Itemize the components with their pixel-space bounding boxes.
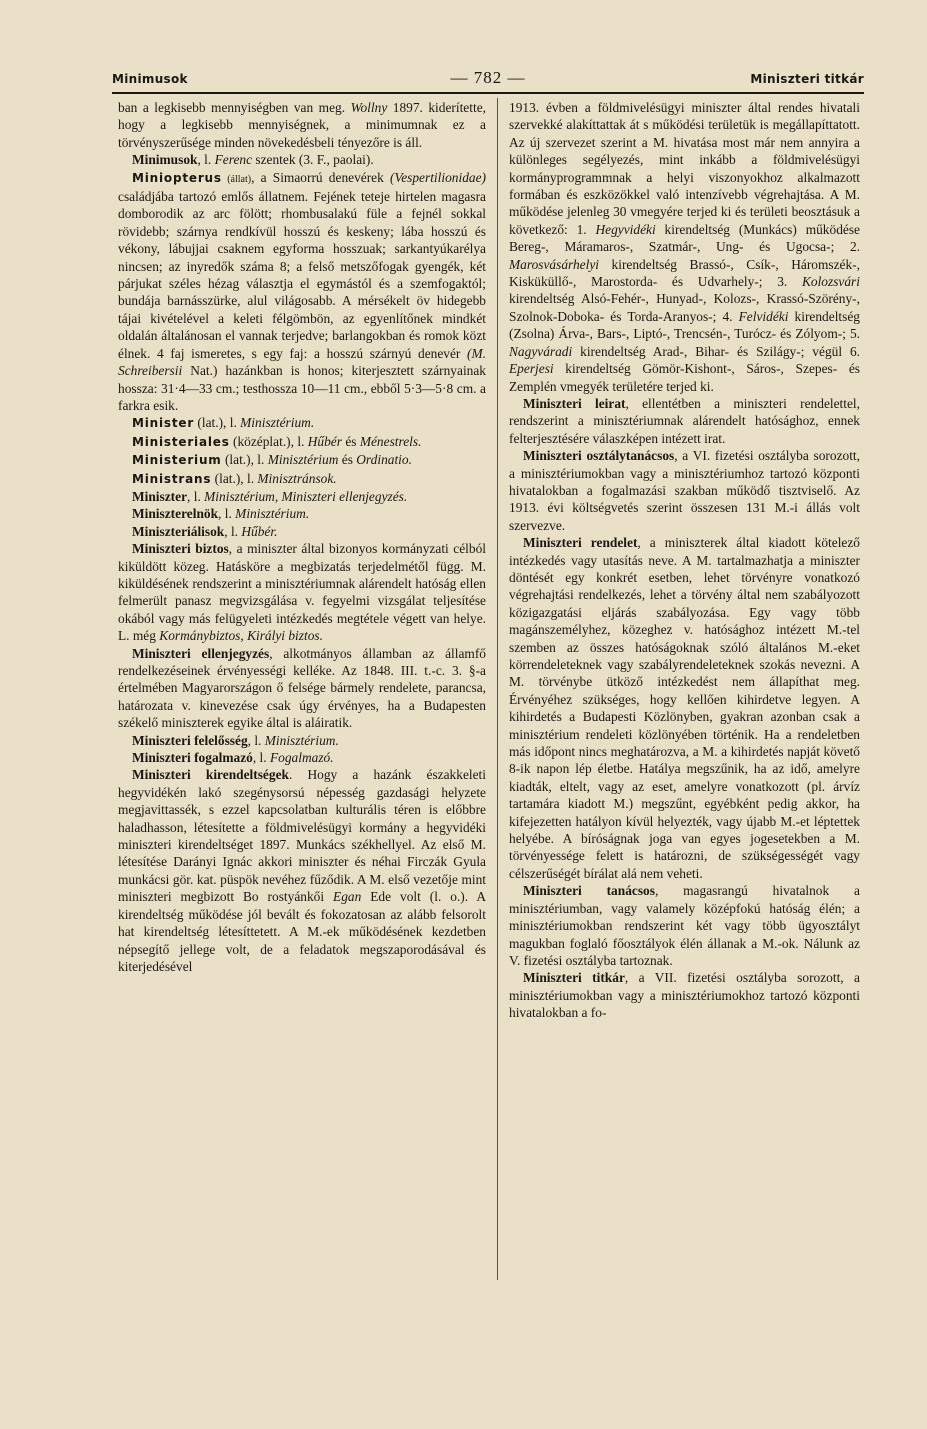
header-left-keyword: Minimusok [112,72,188,86]
header-right-keyword: Miniszteri titkár [750,72,864,86]
dictionary-entry [118,749,486,766]
dictionary-entry [509,447,860,534]
dictionary-entry [118,488,486,505]
entry-text: , a VII. fizetési osztályba sorozott, a minisztériumokban vagy a minisztériumokhoz tartozó központi hivatalokban a fo- [509,970,860,1021]
entry-headword: Miniszter [132,488,188,504]
entry-text: , magasrangú hivatalnok a minisztériumban, vagy valamely középfokú hatóság élén; a minisztériumokban rendszerint két vagy több ügyosztályt magukban foglaló főosztályok élén állanak a M.-ok. Nálunk az V. fizetési osztályba tartoznak. [509,883,860,968]
dictionary-entry [118,540,486,644]
entry-text: (lat.), l. [211,470,258,486]
dictionary-entry [118,645,486,732]
entry-headword: Miniszteri felelősség [132,732,248,748]
page-header [112,64,864,90]
cross-reference-text: Minisztérium, Miniszteri ellenjegyzés. [204,488,408,504]
header-rule [112,92,864,94]
entry-text: . Hogy a hazánk északkeleti hegyvidékén lakó szegénysorsú népesség gazdasági helyzete megjavittassék, s ezzel kapcsolatban kulturális téren is előbbre haladhasson, létesítette a földmivelésügyi kormány a hegyvidéki miniszteri kirendeltséget 1897. Munkács székhellyel. Az első M. létesítése Darányi Ignác akkori miniszter és néhai Firczák Gyula munkácsi gör. kat. püspök nevéhez fűződik. A M. első vezetője mint miniszteri megbizott Bo rostyánkői [118,767,486,905]
cross-reference-text: Wollny [350,100,388,115]
entry-text: 1913. évben a földmivelésügyi miniszter által rendes hivatali szervekké alakíttattak át s működési területük is megállapíttatott. Az új szervezet szerint a M. hivatása most már nem annyira a különleges segélyezés, mint inkább a földmivelésügyi kormányprogrammnak a helyi viszonyokhoz alkalmazott formában és eszközökkel való intenzívebb végrehajtása. A M. működése jelenleg 30 vmegyére terjed ki és területi beosztásuk a következő: 1. [509,100,860,237]
entry-text: , a Simaorrú denevérek [251,169,391,185]
entry-text: kirendeltség (Zsolna) Árva-, Bars-, Liptó-, Trencsén-, Turócz- és Zólyom-; 5. [509,308,860,342]
cross-reference-text: Ménestrels. [359,433,422,449]
entry-headword: Miniszteri tanácsos [523,883,655,899]
entry-headword: Ministerium [132,453,222,468]
entry-text: , a miniszterek által kiadott kötelező intézkedés vagy utasítás neve. A M. tartalmazhatja a miniszter döntését egy konkrét esetben, lehet törvényre vonatkozó végrehajtási rendelkezés, lehet a törvény által nem szabályozott közigazgatási eljárás szabályozása. Egy vagy több magánszemélyhez, közeghez v. hatósághoz intézett M.-tel szemben az összes hatóságoknak szóló általános M.-eket körrendeleteknek vagy szabályrendeleteknek szokás nevezni. A M. törvénybe ütköző intézkedést nem állapíthat meg. Érvényéhez szükséges, hogy kellően kihirdetve legyen. A kihirdetés a Budapesti Közlönyben, gyakran azonban csak a minisztérium rendeleti közlönyében történik. Ha a rendeletben más időpont nincs meghatározva, a M. a kihirdetés napját követő 8-ik napon lép életbe. Hatálya megszűnik, ha az idő, amelyre kiadták, eltelt, vagy az eset, amelyre vonatkozott (pl. árvíz tartamára kiadott M.) megszűnt, egyébként pedig akkor, ha kifejezetten hatályon kívül helyezték, vagy újabb M.-et léptettek helyébe. A bíróságnak joga van egyes jogesetekben a M. törvényessége felett is határozni, de szükségességét vagy célszerűségét bírálat alá nem veheti. [509,535,861,881]
dictionary-entry [118,169,486,415]
entry-text: családjába tartozó emlős állatnem. Fejének teteje hirtelen magasra domborodik az arc fölött; rhombusalakú füle a fejnél sokkal rövidebb; szárnya rendkívül hosszú és keskeny; lába hosszú és vékony, lábujjai csaknem egyforma hosszuak; sarkantyúkarélya nincsen; az inyredők száma 8; a felső metszőfogak gyengék, két párjukat széles hézag választja el egymástól és a szemfogaktól; bundája barnásszürke, alul világosabb. A mérsékelt öv hidegebb tájai kivételével a keleti félgömbön, az egyenlítőnek mindkét oldalán általánosan el vannak terjedve; barlangokban és romok közt élnek. 4 faj ismeretes, s egy faj: a hosszú szárnyú denevér [118,189,486,361]
left-column [118,99,486,975]
cross-reference-text: (Vespertilionidae) [390,169,486,185]
entry-headword: Ministrans [132,471,212,486]
entry-headword: Ministeriales [132,434,230,449]
entry-headword: Miniszteri rendelet [523,535,638,551]
entry-text: Ede volt (l. o.). A kirendeltség működése jól bevált és fokozatosan az alább felsorolt hat kirendeltség létesíttetett. A M.-ek működésének kezdetben népsegítő jellege volt, de a feladatok megszaporodásával és kiterjedésével [118,889,486,974]
dictionary-entry [118,451,486,469]
dictionary-entry [509,534,860,882]
cross-reference-text: Marosvásárhelyi [509,256,600,272]
entry-text: kirendeltség Alsó-Fehér-, Hunyad-, Kolozs-, Krassó-Szörény-, Szolnok-Doboka- és Torda-Aranyos-; 4. [509,291,860,324]
entry-headword: Miniszterelnök [132,506,219,522]
cross-reference-text: Hűbér [307,433,342,449]
continued-paragraph [118,99,486,151]
entry-headword: Miniszteri biztos [132,541,229,557]
entry-headword: Miniszteri leirat [523,395,626,411]
dictionary-entry [118,505,486,522]
entry-headword: Miniszteri kirendeltségek [132,767,289,783]
entry-text: szentek (3. F., paolai). [252,152,374,168]
dictionary-entry [509,882,860,969]
cross-reference-text: Kolozsvári [801,274,860,290]
entry-text: és [341,433,360,449]
dictionary-entry [118,732,486,749]
entry-headword: Miniopterus [132,170,222,185]
dictionary-entry [118,433,486,451]
entry-headword: Minimusok [132,152,198,168]
cross-reference-text: Hegyvidéki [595,221,656,237]
cross-reference-text: Minisztérium. [264,732,339,748]
entry-text: , a miniszter által bizonyos kormányzati célból kiküldött közeg. Hatásköre a megbizatás terjedelmétől függ. M. kiküldésének rendszerint a minisztériumnak alárendelt hatóság ellen felmerült panasz megvizsgálása v. fegyelmi vizsgálat teljesítése okából vagy más felügyeleti intézkedés megtétele végett van helye. L. még [118,541,486,644]
cross-reference-text: Fogalmazó. [269,750,334,766]
entry-text: és [338,452,357,468]
dictionary-entry [118,151,486,168]
entry-headword: Miniszteri titkár [523,970,625,986]
cross-reference-text: Minisztránsok. [257,470,337,486]
entry-text: , l. [247,732,265,748]
entry-headword: Miniszteriálisok [132,523,225,539]
cross-reference-text: Kormánybiztos, Királyi biztos. [159,628,323,644]
cross-reference-text: Eperjesi [509,361,554,377]
entry-headword: Miniszteri fogalmazó [132,750,253,766]
entry-text: kirendeltség Brassó-, Csík-, Háromszék-, Kisküküllő-, Marostorda- és Udvarhely-; 3. [509,256,860,290]
cross-reference-text: Felvidéki [738,308,789,324]
entry-text: , l. [187,488,205,504]
entry-headword: Minister [132,416,195,431]
entry-text: kirendeltség Gömör-Kishont-, Sáros-, Szepes- és Zemplén vmegyék területére terjed ki. [509,361,860,394]
cross-reference-text: Hűbér. [241,523,278,539]
entry-text: , ellentétben a miniszteri rendelettel, rendszerint a minisztériumnak alárendelt hatósághoz, ennek felterjesztésére válaszképen intézett irat. [509,395,860,446]
cross-reference-text: Ferenc [214,152,253,168]
dictionary-entry [118,766,486,975]
entry-text: , alkotmányos államban az államfő rendelkezéseinek érvényességi kelléke. Az 1848. III. t.-c. 3. §-a értelmében Magyarországon ő felsége bármely rendelete, parancsa, határozata v. kinevezése csak úgy érvényes, ha a Budapesten székelő miniszterek egyike által is aláiratik. [118,645,486,731]
entry-note: (állat) [221,173,252,185]
entry-text: (lat.), l. [221,452,268,468]
cross-reference-text: (M. Schreibersii [118,345,486,379]
column-divider [497,98,498,1280]
cross-reference-text: Egan [333,889,362,905]
entry-text: Nat.) hazánkban is honos; kiterjesztett szárnyainak hossza: 31·4—33 cm.; testhossza 10—11 cm., ebből 5·3—5·8 cm. a farkra esik. [118,363,486,413]
entry-text: , l. [252,750,270,766]
entry-text: (középlat.), l. [229,433,308,449]
dictionary-entry [118,470,486,488]
entry-text: (lat.), l. [194,415,241,431]
entry-text: kirendeltség (Munkács) működése Bereg-, Máramaros-, Szatmár-, Ung- és Ugocsa-; 2. [509,221,860,255]
cross-reference-text: Minisztérium. [235,506,310,522]
right-column [509,99,860,1022]
entry-text: , l. [224,523,242,539]
dictionary-entry [509,395,860,447]
entry-text: , l. [218,506,236,522]
entry-text: , l. [197,152,215,168]
cross-reference-text: Ordinatio. [356,452,412,468]
entry-headword: Miniszteri ellenjegyzés [132,645,270,661]
cross-reference-text: Nagyváradi [509,343,573,359]
continued-paragraph [509,99,860,395]
cross-reference-text: Minisztérium [267,452,339,468]
entry-text: kirendeltség Arad-, Bihar- és Szilágy-; végül 6. [572,343,860,359]
entry-text: ban a legkisebb mennyiségben van meg. [118,100,351,115]
cross-reference-text: Minisztérium. [240,415,315,431]
page-number: — 782 — [450,68,526,87]
entry-headword: Miniszteri osztálytanácsos [523,448,675,464]
dictionary-entry [509,969,860,1021]
dictionary-entry [118,414,486,432]
entry-text: , a VI. fizetési osztályba sorozott, a minisztériumokban vagy a minisztériumhoz tartozó központi hivatalokban a fogalmazási szakban működő tisztviselő. Az 1913. évi költségvetés szerint összesen 131 M.-i állás volt szervezve. [509,448,861,533]
dictionary-entry [118,523,486,540]
entry-text: 1897. kiderítette, hogy a legkisebb mennyiségnek, a minimumnak ez a törvényszerűsége minden növekedésbeli tényezőre is áll. [118,100,486,150]
